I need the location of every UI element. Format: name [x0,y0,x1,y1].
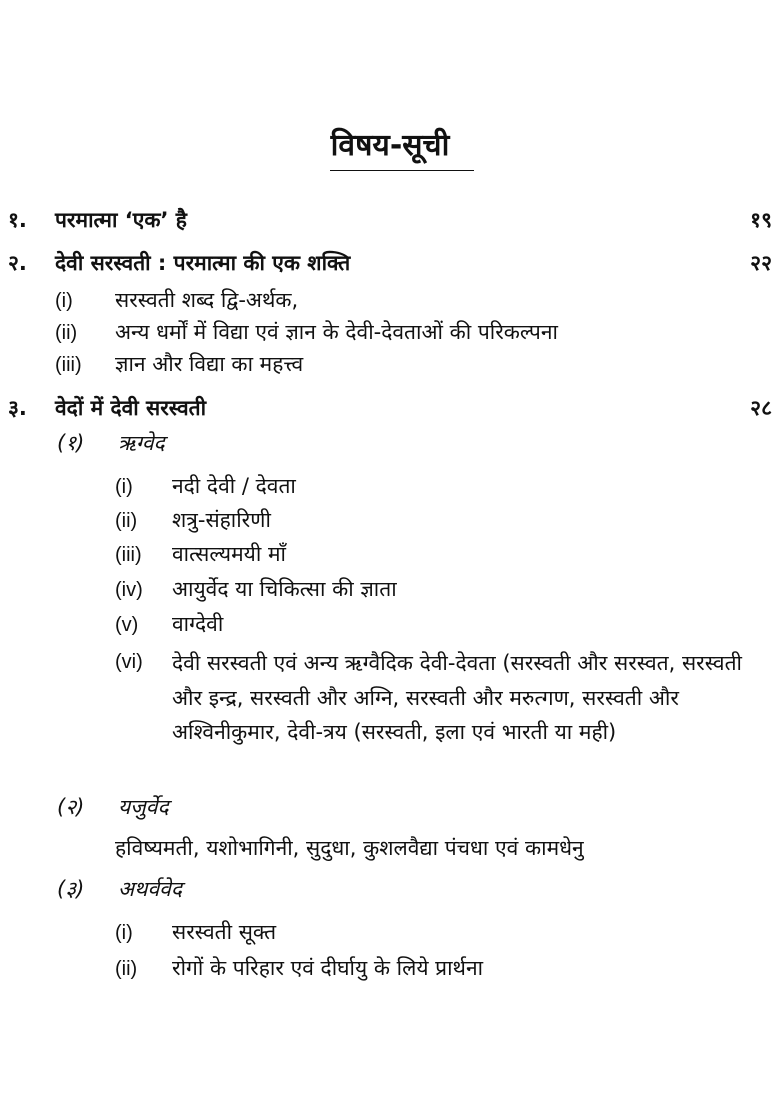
subitem-label: (iii) [115,544,142,566]
subitem-text: शत्रु-संहारिणी [172,508,271,532]
subitem-text: नदी देवी / देवता [172,474,296,498]
entry-page-number: २२ [750,251,772,275]
entry-title: परमात्मा ‘एक’ है [55,208,187,232]
subitem-text: देवी सरस्वती एवं अन्य ऋग्वैदिक देवी-देवता (सरस्वती और सरस्वत, सरस्वती और इन्द्र, सरस्वती और अग्नि, सरस्वती और मरुत्गण, सरस्वती और अश्विनीकुमार, देवी-त्रय (सरस्वती, इला एवं भारती या मही) [172,651,742,744]
entry-page-number: १९ [750,208,772,232]
section-title: यजुर्वेद [118,795,169,819]
subitem-label: (vi) [115,651,143,673]
section-label: (१) [57,431,85,455]
subitem-label: (i) [115,476,133,498]
entry-number: १. [8,208,27,232]
subitem-label: (i) [55,290,73,312]
subitem-text: वात्सल्यमयी माँ [172,542,286,566]
entry-title: देवी सरस्वती : परमात्मा की एक शक्ति [55,251,351,275]
subitem-text: ज्ञान और विद्या का महत्त्व [115,352,304,376]
subitem-text: अन्य धर्मों में विद्या एवं ज्ञान के देवी-देवताओं की परिकल्पना [115,320,558,344]
section-description: हविष्यमती, यशोभागिनी, सुदुधा, कुशलवैद्या पंचधा एवं कामधेनु [115,836,584,860]
entry-page-number: २८ [750,396,772,420]
subitem-text: सरस्वती शब्द द्वि-अर्थक, [115,288,299,312]
subitem-label: (ii) [115,510,138,532]
section-label: (३) [57,877,85,901]
subitem-label: (i) [115,922,133,944]
subitem-label: (iv) [115,579,143,601]
subitem-label: (v) [115,614,139,636]
entry-number: ३. [8,396,27,420]
subitem-label: (ii) [115,958,138,980]
entry-number: २. [8,251,27,275]
section-title: ऋग्वेद [118,431,165,455]
subitem-text: रोगों के परिहार एवं दीर्घायु के लिये प्रार्थना [172,956,484,980]
subitem-label: (iii) [55,354,82,376]
subitem-text: आयुर्वेद या चिकित्सा की ज्ञाता [172,577,397,601]
subitem-text: वाग्देवी [172,612,224,636]
subitem-label: (ii) [55,322,78,344]
entry-title: वेदों में देवी सरस्वती [55,396,207,420]
section-title: अथर्ववेद [118,877,182,901]
page-title: विषय-सूची [330,128,450,163]
section-label: (२) [57,795,85,819]
title-underline [330,170,474,171]
subitem-text: सरस्वती सूक्त [172,920,277,944]
